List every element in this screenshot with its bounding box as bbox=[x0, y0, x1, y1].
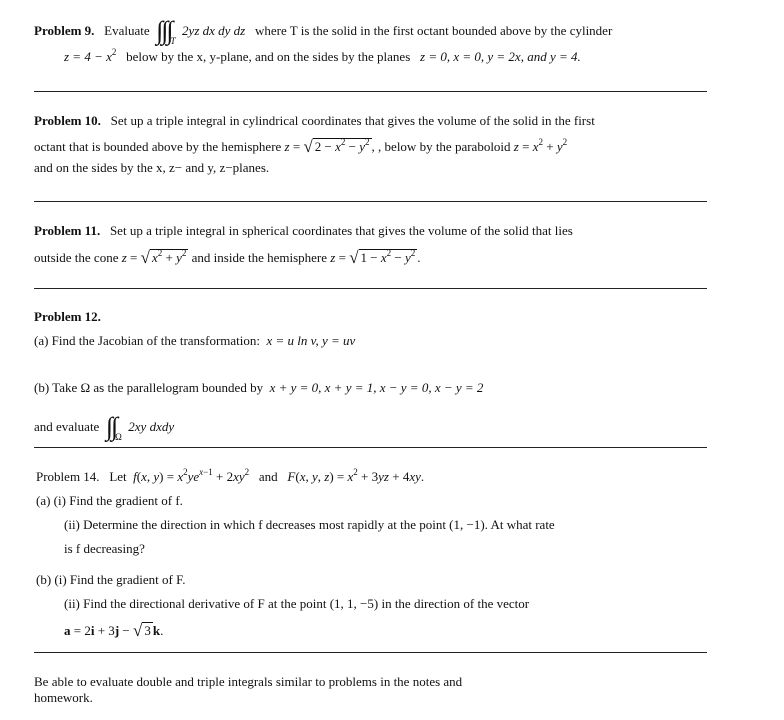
problem-9-line-2: $z = 4 - x^2$ below by the x, y-plane, and on the sides by the planes z = 0, x = 0, y = 2x, and y = 4. bbox=[64, 47, 581, 64]
problem-14-title: Problem 14. bbox=[36, 469, 100, 484]
problem-14-a-i: (a) (i) Find the gradient of f. bbox=[36, 493, 183, 508]
problem-12-evaluate-text: and evaluate bbox=[34, 419, 100, 434]
problem-11-title: Problem 11. bbox=[34, 223, 101, 238]
divider-5 bbox=[34, 652, 707, 653]
footer-line-2: homework. bbox=[34, 690, 93, 705]
planes-equations: z = 0, x = 0, y = 2x, and y = 4. bbox=[420, 49, 581, 64]
problem-12-a-equation: x = u ln v, y = uv bbox=[266, 333, 356, 348]
problem-14-a-ii-1: (ii) Determine the direction in which f decreases most rapidly at the point (1, −1). At what rate bbox=[64, 517, 555, 532]
problem-12-b-equations: x + y = 0, x + y = 1, x − y = 0, x − y = 2 bbox=[269, 380, 484, 395]
problem-12-a-text: (a) Find the Jacobian of the transformation: bbox=[34, 333, 260, 348]
problem-12-b-text: (b) Take Ω as the parallelogram bounded by bbox=[34, 380, 264, 395]
problem-10-text-4: and on the sides by the x, z− and y, z−planes. bbox=[34, 160, 270, 175]
cylinder-equation: z = 4 − x bbox=[64, 49, 112, 64]
problem-11-text-2: outside the cone bbox=[34, 250, 119, 265]
problem-9-text-2: below by the x, y-plane, and on the sides by the planes bbox=[126, 49, 411, 64]
problem-12-integrand: 2xy dxdy bbox=[128, 419, 175, 434]
problem-10-line-2: octant that is bounded above by the hemisphere z = √ $2 - x^2 - y^2$ , , below by the paraboloid $z = x^2 + y^2$ bbox=[34, 137, 568, 156]
problem-11-line-1 bbox=[34, 224, 573, 237]
problem-9-evaluate: Evaluate bbox=[104, 23, 150, 38]
problem-9-integrand: 2yz dx dy dz bbox=[182, 23, 246, 38]
problem-14-a-ii-2: is f decreasing? bbox=[64, 541, 145, 556]
region-omega: Ω bbox=[115, 432, 122, 442]
problem-11-text-3: and inside the hemisphere bbox=[191, 250, 328, 265]
problem-10-text-1: Set up a triple integral in cylindrical coordinates that gives the volume of the solid in the first bbox=[110, 113, 595, 128]
problem-12-b-evaluate bbox=[34, 410, 175, 442]
problem-9-line-1 bbox=[34, 14, 613, 46]
problem-12-title: Problem 12. bbox=[34, 309, 101, 324]
divider-3 bbox=[34, 288, 707, 289]
problem-10-text-3: , below by the paraboloid bbox=[378, 139, 511, 154]
problem-11-text-1: Set up a triple integral in spherical coordinates that gives the volume of the solid that lies bbox=[109, 223, 573, 238]
problem-12-line-1 bbox=[34, 310, 101, 323]
problem-10-line-3 bbox=[34, 161, 269, 174]
double-integral-sign: ∫∫ bbox=[105, 412, 117, 441]
problem-12-b bbox=[34, 381, 483, 394]
problem-14-vector: a = 2i + 3j − √ 3 k. bbox=[64, 621, 164, 640]
footer-line-1: Be able to evaluate double and triple integrals similar to problems in the notes and bbox=[34, 674, 463, 689]
problem-10-title: Problem 10. bbox=[34, 113, 101, 128]
problem-12-a bbox=[34, 334, 355, 347]
triple-integral-sign: ∫∫∫ bbox=[156, 16, 172, 45]
problem-10-text-2: octant that is bounded above by the hemisphere bbox=[34, 139, 282, 154]
problem-14-b-i: (b) (i) Find the gradient of F. bbox=[36, 572, 186, 587]
problem-11-line-2: outside the cone z = √ $x^2 + y^2$ and inside the hemisphere z = √ $1 - x^2 - y^2$ . bbox=[34, 248, 421, 267]
problem-9-title: Problem 9. bbox=[34, 23, 95, 38]
problem-9-text: where T is the solid in the first octant bounded above by the cylinder bbox=[254, 23, 613, 38]
problem-10-line-1 bbox=[34, 114, 595, 127]
region-t: T bbox=[170, 36, 176, 46]
divider-4 bbox=[34, 447, 707, 448]
divider-1 bbox=[34, 91, 707, 92]
problem-14-b-ii: (ii) Find the directional derivative of F at the point (1, 1, −5) in the direction of the vector bbox=[64, 596, 530, 611]
divider-2 bbox=[34, 201, 707, 202]
problem-14-line-1: Problem 14. Let f(x, $y) = x^2ye^{x-1} + 2xy^2$ and F(x, y, $z) = x^2 + 3yz + 4xy$. bbox=[36, 467, 425, 484]
